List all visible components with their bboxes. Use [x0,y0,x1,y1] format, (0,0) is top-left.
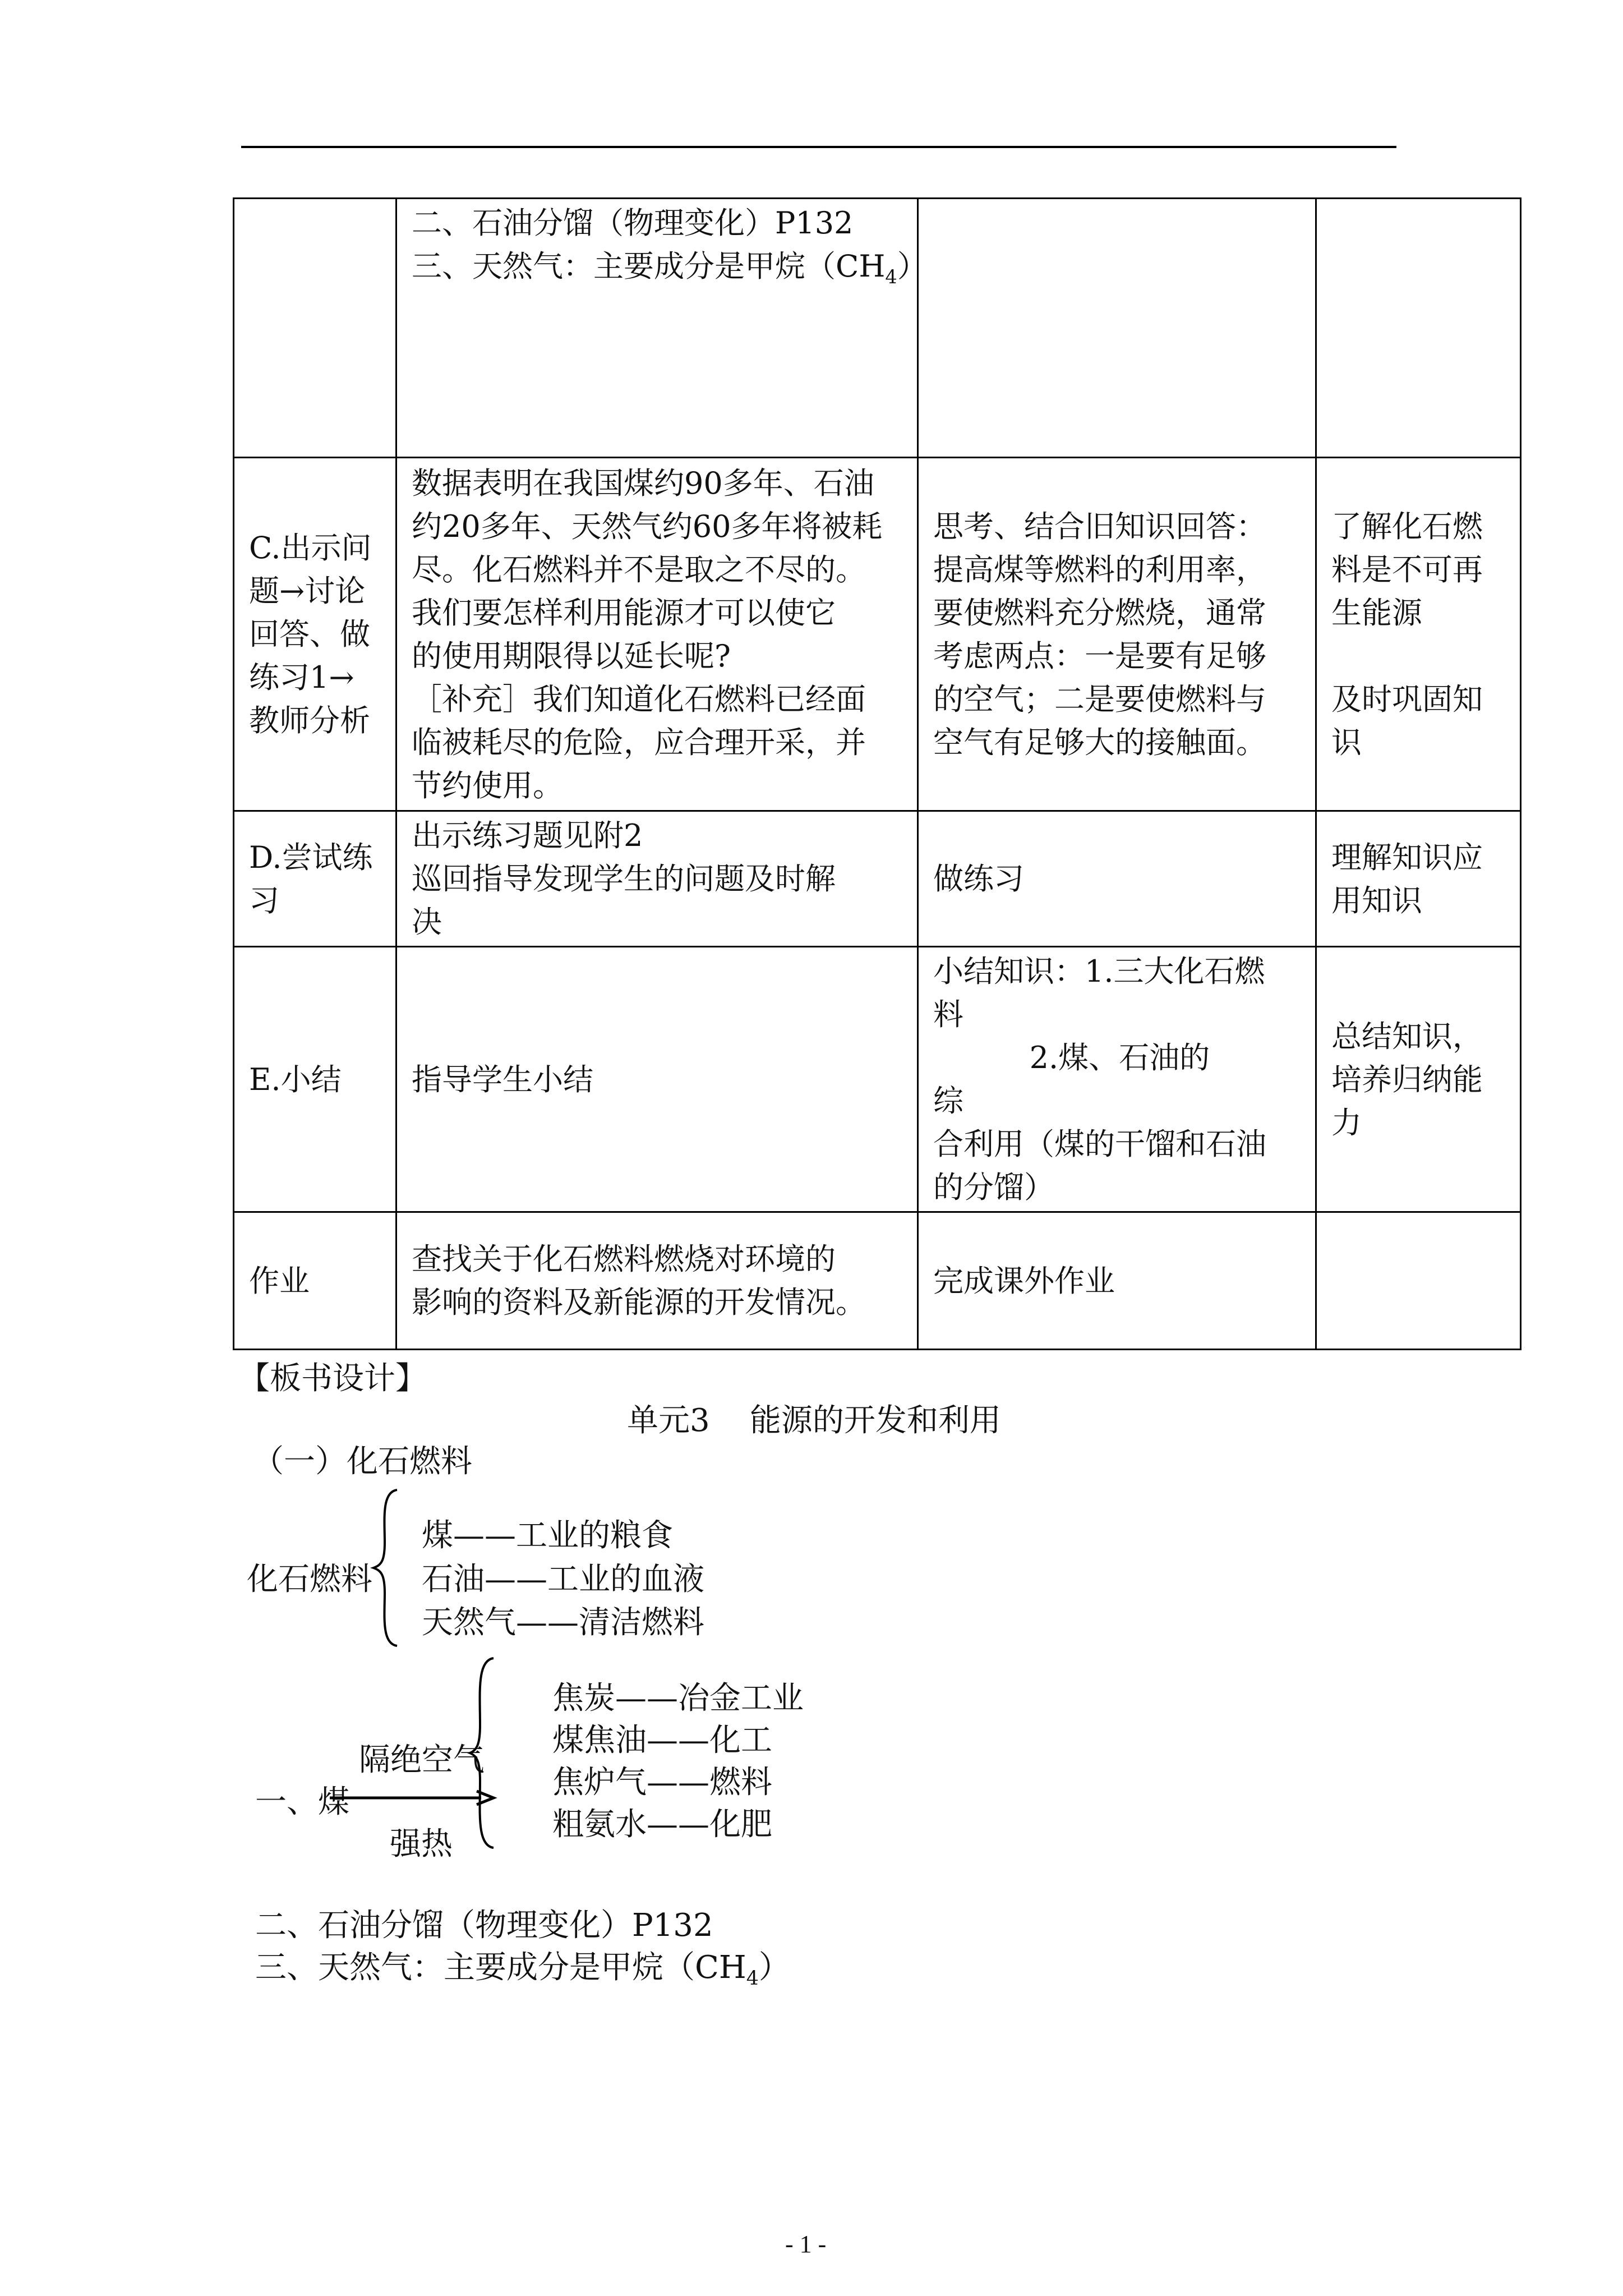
coal-product: 煤焦油——化工 [552,1722,772,1759]
cell-line: 决 [412,904,442,940]
cell-line: 总结知识， [1331,1018,1483,1054]
cell-line: 及时巩固知 [1331,681,1483,717]
table-row [234,1212,1521,1350]
arrow-condition-top: 隔绝空气 [359,1742,485,1778]
cell-line: 题→讨论 [249,573,366,609]
student-cell [918,947,1316,1212]
cell-line: D.尝试练 [249,839,373,875]
cell-line: 的使用期限得以延长呢? [412,638,731,674]
fossil-item: 石油——工业的血液 [422,1561,704,1598]
student-cell [918,458,1316,811]
stage-cell [234,811,396,947]
coal-label: 一、煤 [255,1784,349,1820]
cell-line: 的分馏） [933,1170,1054,1205]
cell-line: 综 [933,1083,963,1119]
table-row [234,947,1521,1212]
board-title: 单元3 能源的开发和利用 [627,1402,1001,1439]
coal-product: 焦炭——冶金工业 [552,1680,804,1717]
cell-line: 数据表明在我国煤约90多年、石油 [412,465,874,501]
section-fossil-fuels: （一）化石燃料 [252,1443,472,1480]
teacher-cell [396,811,918,947]
cell-line: 考虑两点：一是要有足够 [933,638,1266,674]
cell-line: 作业 [249,1263,310,1299]
cell-line: 合利用（煤的干馏和石油 [933,1126,1266,1162]
cell-line: C.出示问 [249,530,372,565]
cell-line: 培养归纳能 [1331,1061,1483,1097]
teacher-cell [396,458,918,811]
lesson-table [233,197,1521,1350]
student-cell [918,199,1316,458]
board-line-natural-gas: 三、天然气：主要成分是甲烷$(CH_4)$ [255,1949,790,1990]
cell-line: 巡回指导发现学生的问题及时解 [412,861,836,896]
board-line-petroleum: 二、石油分馏（物理变化）P132 [255,1907,713,1944]
cell-line: 空气有足够大的接触面。 [933,724,1266,760]
cell-line: 的空气；二是要使燃料与 [933,681,1266,717]
cell-line: 力 [1331,1105,1362,1140]
cell-line: 指导学生小结 [412,1061,593,1097]
coal-product: 焦炉气——燃料 [552,1764,772,1801]
cell-line: E.小结 [249,1061,342,1097]
cell-line: 思考、结合旧知识回答： [933,508,1266,544]
cell-line: 生能源 [1331,595,1422,631]
cell-line: 做练习 [933,861,1024,896]
student-cell [918,811,1316,947]
stage-cell [234,458,396,811]
cell-line: 要使燃料充分燃烧，通常 [933,595,1266,631]
cell-line: 理解知识应 [1331,839,1483,875]
cell-line: 临被耗尽的危险，应合理开采，并 [412,724,866,760]
cell-line: 我们要怎样利用能源才可以使它 [412,595,836,631]
cell-line: 了解化石燃 [1331,508,1483,544]
cell-line: 习 [249,882,279,918]
cell-line-ch4: 三、天然气：主要成分是甲烷$(CH_4)$ [412,249,928,288]
goal-cell [1316,458,1521,811]
goal-cell [1316,199,1521,458]
page-number: - 1 - [785,2230,827,2258]
cell-line: 识 [1331,724,1362,760]
cell-line: 教师分析 [249,703,370,738]
teacher-cell [396,947,918,1212]
fossil-label: 化石燃料 [247,1561,372,1598]
cell-line [1331,634,1505,678]
cell-line: 提高煤等燃料的利用率， [933,551,1266,587]
teacher-cell [396,1212,918,1350]
cell-line: 料是不可再 [1331,551,1483,587]
cell-line: 查找关于化石燃料燃烧对环境的 [412,1241,836,1277]
cell-line: 料 [933,997,963,1032]
cell-line: 练习1→ [249,660,354,695]
stage-cell [234,1212,396,1350]
goal-cell [1316,811,1521,947]
board-heading: 【板书设计】 [238,1360,427,1397]
table-row [234,199,1521,458]
cell-line: ［补充］我们知道化石燃料已经面 [412,681,866,717]
cell-line: 二、石油分馏（物理变化）P132 [412,205,854,241]
fossil-item: 煤——工业的粮食 [422,1517,673,1554]
fossil-item: 天然气——清洁燃料 [422,1604,704,1641]
cell-line: 影响的资料及新能源的开发情况。 [412,1285,866,1320]
coal-product: 粗氨水——化肥 [552,1806,772,1843]
cell-line: 节约使用。 [412,767,563,803]
cell-line: 约20多年、天然气约60多年将被耗 [412,508,883,544]
goal-cell [1316,947,1521,1212]
cell-line: 用知识 [1331,882,1422,918]
left-brace-icon [467,1655,500,1851]
stage-cell [234,199,396,458]
stage-cell [234,947,396,1212]
cell-line: 回答、做 [249,616,370,652]
header-rule [241,146,1396,148]
cell-line: 完成课外作业 [933,1263,1115,1299]
cell-line: 出示练习题见附2 [412,818,643,853]
teacher-cell [396,199,928,458]
arrow-condition-bottom: 强热 [390,1826,453,1862]
cell-line: 2.煤、石油的 [933,1040,1210,1075]
goal-cell [1316,1212,1521,1350]
table-row [234,811,1521,947]
table-row [234,458,1521,811]
cell-line: 小结知识：1.三大化石燃 [933,954,1265,989]
cell-line: 尽。化石燃料并不是取之不尽的。 [412,551,866,587]
left-brace-icon [370,1487,404,1649]
student-cell [918,1212,1316,1350]
